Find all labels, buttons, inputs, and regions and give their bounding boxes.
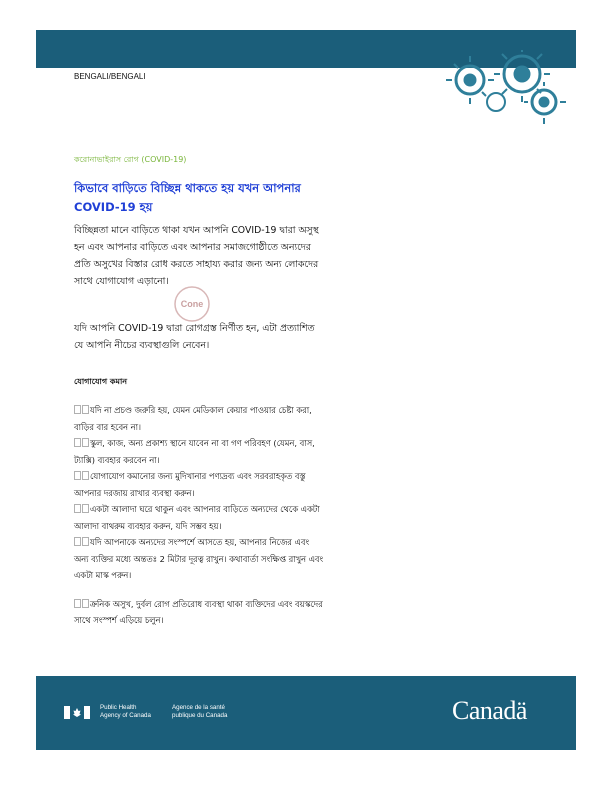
- list-item: [74, 402, 324, 435]
- list-item: [74, 534, 324, 584]
- agency-en-line: Public Health: [100, 704, 137, 711]
- list-item-text: স্কুল, কাজ, অন্য প্রকাশ্য স্থানে যাবেন না বা গণ পরিবহণ (যেমন, বাস, ট্যাক্সি) ব্যবহার করবেন না।: [74, 438, 315, 465]
- checkbox-glyph-icon: [74, 504, 81, 513]
- list-item: [74, 501, 324, 534]
- canada-flag-icon: [64, 706, 90, 719]
- checkbox-glyph-icon: [74, 471, 81, 480]
- checkbox-glyph-icon: [74, 438, 81, 447]
- checkbox-glyph-icon: [82, 438, 89, 447]
- footer-band: [36, 676, 576, 750]
- virus-graphic-icon: [440, 50, 576, 130]
- section-heading: যোগাযোগ কমান: [74, 377, 128, 386]
- intro-paragraph: বিচ্ছিন্নতা মানে বাড়িতে থাকা যখন আপনি COVID-19 দ্বারা অসুস্থ হন এবং আপনার বাড়িতে এবং আপনার সমাজগোষ্ঠীতে অন্যদের প্রতি অসুখের বিস্তার রোধ করতে সাহায্য করার জন্য অন্য লোকদের সাথে যোগাযোগ এড়ানো।: [74, 225, 319, 287]
- agency-name-english: [100, 704, 170, 719]
- watermark-stamp-icon: [173, 285, 211, 323]
- canada-wordmark: Canadä: [452, 696, 527, 725]
- list-item: [74, 468, 324, 501]
- checkbox-glyph-icon: [82, 537, 89, 546]
- agency-fr-line: Agence de la santé: [172, 704, 225, 711]
- checkbox-glyph-icon: [82, 504, 89, 513]
- measures-list: [74, 402, 324, 629]
- agency-en-line: Agency of Canada: [100, 711, 151, 719]
- watermark-text: Cone: [180, 299, 204, 309]
- checkbox-glyph-icon: [74, 599, 81, 608]
- agency-name-french: [172, 704, 252, 719]
- list-item-text: যদি আপনাকে অন্যদের সংস্পর্শে আসতে হয়, আপনার নিজের এবং অন্য ব্যক্তির মধ্যে অন্ততঃ 2 মিটার দূরত্ব রাখুন। কথাবার্তা সংক্ষিপ্ত রাখুন এবং একটা মাস্ক পরুন।: [74, 537, 324, 580]
- list-item-text: যোগাযোগ কমানোর জন্য মুদিখানার পণ্যদ্রব্য এবং সরবরাহকৃত বস্তু আপনার দরজায় রাখার ব্যবস্থা করুন।: [74, 471, 306, 498]
- second-paragraph: যদি আপনি COVID-19 দ্বারা রোগগ্রস্ত নির্ণীত হন, এটা প্রত্যাশিত যে আপনি নীচের ব্যবস্থাগুলি নেবেন।: [74, 323, 315, 351]
- list-item: [74, 435, 324, 468]
- page-title: কিভাবে বাড়িতে বিচ্ছিন্ন থাকতে হয় যখন আপনার COVID-19 হয়: [74, 181, 301, 214]
- checkbox-glyph-icon: [82, 405, 89, 414]
- list-item-text: যদি না প্রচণ্ড জরুরি হয়, যেমন মেডিকাল কেয়ার পাওয়ার চেষ্টা করা, বাড়ির বার হবেন না।: [74, 405, 312, 432]
- language-label: BENGALI/BENGALI: [74, 72, 146, 81]
- list-item-text: ক্রনিক অসুখ, দুর্বল রোগ প্রতিরোধ ব্যবস্থা থাকা ব্যক্তিদের এবং বয়স্কদের সাথে সংস্পর্শ এড়িয়ে চলুন।: [74, 598, 323, 625]
- checkbox-glyph-icon: [82, 599, 89, 608]
- list-item: [74, 596, 324, 629]
- checkbox-glyph-icon: [74, 537, 81, 546]
- checkbox-glyph-icon: [82, 471, 89, 480]
- checkbox-glyph-icon: [74, 405, 81, 414]
- document-page: [36, 30, 576, 750]
- category-label: করোনাভাইরাস রোগ (COVID-19): [74, 155, 187, 164]
- list-item-text: একটা আলাদা ঘরে থাকুন এবং আপনার বাড়িতে অন্যদের থেকে একটা আলাদা বাথরুম ব্যবহার করুন, যদি সম্ভব হয়।: [74, 504, 320, 531]
- agency-fr-line: publique du Canada: [172, 711, 228, 719]
